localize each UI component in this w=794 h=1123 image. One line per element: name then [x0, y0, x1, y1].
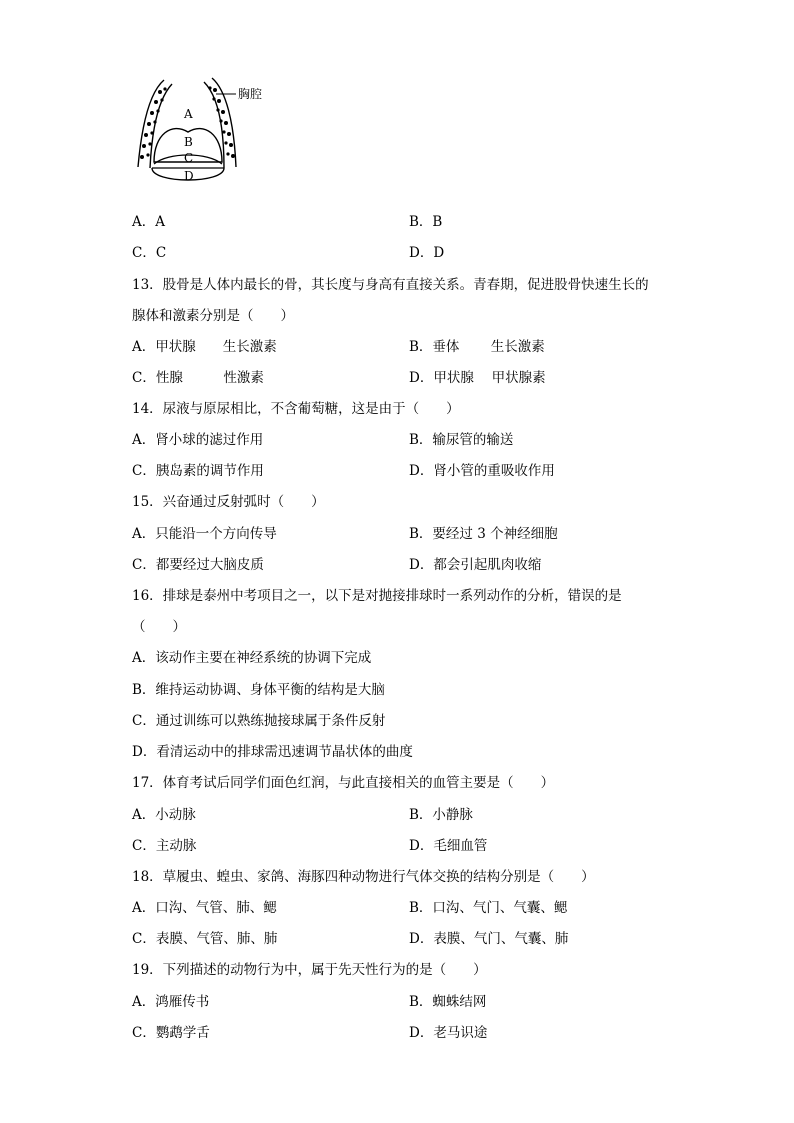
q17-option-b: B．小静脉: [409, 807, 473, 823]
label-b: B: [184, 135, 193, 149]
q14-option-c: C．胰岛素的调节作用: [132, 463, 264, 479]
q14-option-d: D．肾小管的重吸收作用: [409, 463, 555, 479]
q19-option-d: D．老马识途: [409, 1025, 488, 1041]
right-ribs: [204, 78, 236, 168]
q17-option-a: A．小动脉: [132, 807, 196, 823]
q13-option-a: A．甲状腺 生长激素: [132, 339, 277, 355]
q13-option-d: D．甲状腺 甲状腺素: [409, 370, 546, 386]
q13-option-c: C．性腺 性激素: [132, 370, 264, 386]
q12-option-c: C．C: [132, 245, 167, 261]
q17-stem: 17．体育考试后同学们面色红润，与此直接相关的血管主要是（ ）: [132, 775, 555, 791]
q12-option-a: A．A: [132, 214, 165, 230]
q17-option-d: D．毛细血管: [409, 838, 488, 854]
q19-option-a: A．鸿雁传书: [132, 994, 210, 1010]
q18-option-d: D．表膜、气门、气囊、肺: [409, 931, 569, 947]
q16-stem-line2: （ ）: [132, 619, 186, 635]
q14-option-a: A．肾小球的滤过作用: [132, 432, 264, 448]
q19-option-b: B．蜘蛛结网: [409, 994, 487, 1010]
chest-cavity-diagram: [132, 72, 292, 202]
label-chest: 胸腔: [238, 87, 263, 101]
q12-option-b: B．B: [409, 214, 443, 230]
q14-option-b: B．输尿管的输送: [409, 432, 514, 448]
q13-option-b: B．垂体 生长激素: [409, 339, 545, 355]
q16-option-b: B．维持运动协调、身体平衡的结构是大脑: [132, 682, 385, 698]
q14-stem: 14．尿液与原尿相比，不含葡萄糖，这是由于（ ）: [132, 401, 460, 417]
q13-stem-line1: 13．股骨是人体内最长的骨，其长度与身高有直接关系。青春期，促进股骨快速生长的: [132, 277, 649, 293]
q17-option-c: C．主动脉: [132, 838, 197, 854]
label-c: C: [184, 151, 194, 165]
q15-stem: 15．兴奋通过反射弧时（ ）: [132, 494, 325, 510]
q16-option-a: A．该动作主要在神经系统的协调下完成: [132, 650, 372, 666]
q18-option-c: C．表膜、气管、肺、肺: [132, 931, 278, 947]
q19-stem: 19．下列描述的动物行为中，属于先天性行为的是（ ）: [132, 962, 487, 978]
q15-option-b: B．要经过 3 个神经细胞: [409, 526, 558, 542]
q16-option-d: D．看清运动中的排球需迅速调节晶状体的曲度: [132, 744, 413, 760]
label-d: D: [184, 169, 194, 183]
chest-cavity-svg: [132, 72, 292, 202]
q16-option-c: C．通过训练可以熟练抛接球属于条件反射: [132, 713, 386, 729]
q19-option-c: C．鹦鹉学舌: [132, 1025, 210, 1041]
label-a: A: [184, 107, 193, 121]
q15-option-a: A．只能沿一个方向传导: [132, 526, 277, 542]
q18-option-b: B．口沟、气门、气囊、鳃: [409, 900, 568, 916]
q18-stem: 18．草履虫、蝗虫、家鸽、海豚四种动物进行气体交换的结构分别是（ ）: [132, 869, 595, 885]
q12-option-d: D．D: [409, 245, 445, 261]
q15-option-d: D．都会引起肌肉收缩: [409, 557, 542, 573]
q13-stem-line2: 腺体和激素分别是（ ）: [132, 308, 294, 324]
q15-option-c: C．都要经过大脑皮质: [132, 557, 264, 573]
q18-option-a: A．口沟、气管、肺、鳃: [132, 900, 277, 916]
q16-stem-line1: 16．排球是泰州中考项目之一，以下是对抛接排球时一系列动作的分析，错误的是: [132, 588, 622, 604]
